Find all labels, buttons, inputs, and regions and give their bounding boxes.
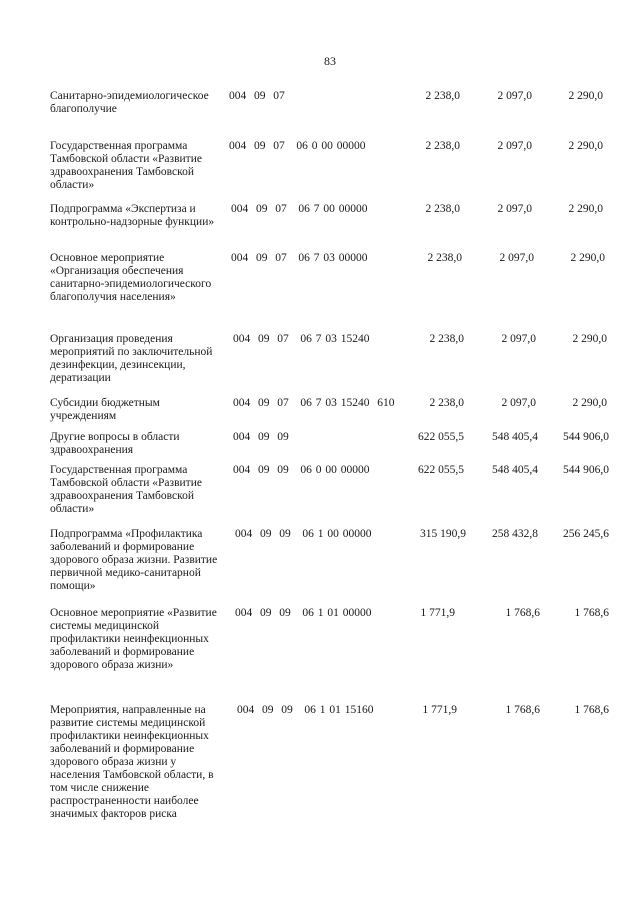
row-codes: 004 09 09 <box>233 431 289 443</box>
row-value-1: 622 055,5 <box>418 464 464 476</box>
row-name: Другие вопросы в области здравоохранения <box>50 431 180 456</box>
row-codes: 004 09 09 06 0 00 00000 <box>233 464 370 476</box>
row-name: Основное мероприятие «Развитие системы медицинской профилактики неинфекционных заболеваний и формирование здорового образа жизни» <box>50 607 217 671</box>
row-value-1: 1 771,9 <box>422 704 457 716</box>
row-codes: 004 09 07 06 7 00 00000 <box>231 203 368 215</box>
row-name: Субсидии бюджетным учреждениям <box>50 397 160 422</box>
row-value-2: 1 768,6 <box>505 607 540 619</box>
row-value-2: 2 097,0 <box>497 203 532 215</box>
row-value-2: 2 097,0 <box>501 397 536 409</box>
row-value-2: 258 432,8 <box>492 528 538 540</box>
row-value-3: 2 290,0 <box>568 140 603 152</box>
row-codes: 004 09 09 06 1 01 15160 <box>237 704 374 716</box>
row-codes: 004 09 07 06 7 03 15240 <box>233 333 370 345</box>
row-value-1: 1 771,9 <box>420 607 455 619</box>
row-value-3: 544 906,0 <box>563 431 609 443</box>
row-value-1: 2 238,0 <box>425 90 460 102</box>
row-value-2: 2 097,0 <box>497 140 532 152</box>
row-value-2: 548 405,4 <box>492 464 538 476</box>
row-name: Основное мероприятие «Организация обеспечения санитарно-эпидемиологического благополучия населения» <box>50 252 212 303</box>
row-value-1: 2 238,0 <box>427 252 462 264</box>
row-codes: 004 09 07 <box>229 90 285 102</box>
row-value-1: 2 238,0 <box>429 397 464 409</box>
row-name: Организация проведения мероприятий по заключительной дезинфекции, дезинсекции, дератизации <box>50 333 213 384</box>
row-value-3: 2 290,0 <box>572 333 607 345</box>
row-value-1: 315 190,9 <box>420 528 466 540</box>
row-codes: 004 09 09 06 1 01 00000 <box>235 607 372 619</box>
row-value-1: 622 055,5 <box>418 431 464 443</box>
row-value-3: 1 768,6 <box>574 704 609 716</box>
row-value-1: 2 238,0 <box>425 203 460 215</box>
row-value-3: 2 290,0 <box>570 252 605 264</box>
row-value-2: 548 405,4 <box>492 431 538 443</box>
row-name: Подпрограмма «Экспертиза и контрольно-надзорные функции» <box>50 203 215 228</box>
row-value-3: 256 245,6 <box>563 528 609 540</box>
row-value-2: 1 768,6 <box>505 704 540 716</box>
row-value-3: 2 290,0 <box>568 90 603 102</box>
row-value-3: 2 290,0 <box>568 203 603 215</box>
row-name: Подпрограмма «Профилактика заболеваний и формирование здорового образа жизни. Развитие первичной медико-санитарной помощи» <box>50 528 218 592</box>
row-value-3: 1 768,6 <box>574 607 609 619</box>
row-codes: 004 09 07 06 7 03 15240 610 <box>233 397 395 409</box>
row-value-1: 2 238,0 <box>425 140 460 152</box>
row-value-2: 2 097,0 <box>501 333 536 345</box>
row-value-1: 2 238,0 <box>429 333 464 345</box>
row-value-3: 544 906,0 <box>563 464 609 476</box>
row-codes: 004 09 07 06 0 00 00000 <box>229 140 366 152</box>
row-codes: 004 09 09 06 1 00 00000 <box>235 528 372 540</box>
row-name: Государственная программа Тамбовской области «Развитие здравоохранения Тамбовской области» <box>50 140 202 191</box>
row-value-2: 2 097,0 <box>499 252 534 264</box>
row-value-2: 2 097,0 <box>497 90 532 102</box>
row-name: Государственная программа Тамбовской области «Развитие здравоохранения Тамбовской области» <box>50 464 202 515</box>
page-number: 83 <box>324 54 336 68</box>
row-value-3: 2 290,0 <box>572 397 607 409</box>
row-name: Мероприятия, направленные на развитие системы медицинской профилактики неинфекционных заболеваний и формирование здорового образа жизни у населения Тамбовской области, в том числе снижение распространенности наиболее значимых факторов риска <box>50 704 214 820</box>
row-codes: 004 09 07 06 7 03 00000 <box>231 252 368 264</box>
row-name: Санитарно-эпидемиологическое благополучие <box>50 90 209 115</box>
